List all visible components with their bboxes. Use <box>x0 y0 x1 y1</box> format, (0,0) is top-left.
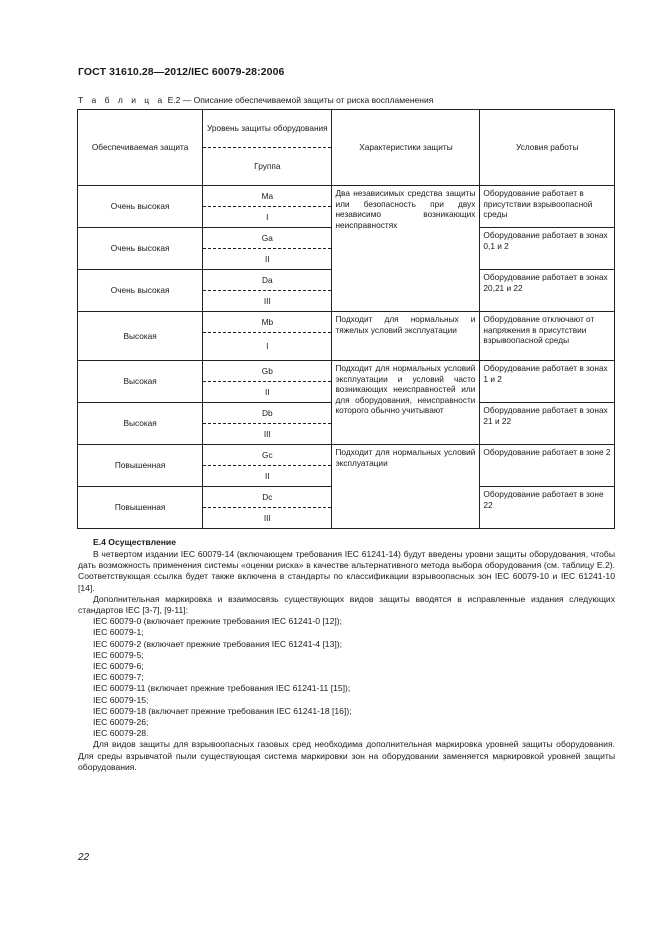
table-caption-text: Е.2 — Описание обеспечиваемой защиты от риска воспламенения <box>165 95 434 105</box>
conditions-cell: Оборудование работает в зонах 0,1 и 2 <box>480 228 615 270</box>
group-cell: II <box>203 249 332 270</box>
list-item: IEC 60079-18 (включает прежние требования IEC 61241-18 [16]); <box>93 705 352 716</box>
conditions-cell: Оборудование работает в присутствии взрывоопасной среды <box>480 186 615 228</box>
list-item: IEC 60079-1; <box>93 627 144 638</box>
group-cell: III <box>203 424 332 445</box>
table-caption-prefix: Т а б л и ц а <box>78 95 166 105</box>
table-row <box>78 361 615 382</box>
header-protection: Обеспечиваемая защита <box>78 110 203 186</box>
level-cell: Ga <box>203 228 332 249</box>
page-number: 22 <box>78 852 90 863</box>
conditions-cell: Оборудование работает в зонах 1 и 2 <box>480 361 615 403</box>
table-row <box>78 312 615 333</box>
conditions-cell: Оборудование работает в зонах 20,21 и 22 <box>480 270 615 312</box>
table-header-row <box>78 110 615 148</box>
group-cell: II <box>203 382 332 403</box>
characteristics-cell: Подходит для нормальных условий эксплуатации и условий часто возникающих неисправностей или для оборудования, неисправности которого обычно учитывают <box>332 361 480 445</box>
list-item: IEC 60079-26; <box>93 717 149 728</box>
level-cell: Gb <box>203 361 332 382</box>
level-cell: Gc <box>203 445 332 466</box>
list-item: IEC 60079-0 (включает прежние требования IEC 61241-0 [12]); <box>93 616 343 627</box>
list-item: IEC 60079-28. <box>93 728 149 739</box>
table-row <box>78 186 615 207</box>
protection-cell: Повышенная <box>78 487 203 529</box>
section-title: Е.4 Осуществление <box>93 537 176 547</box>
header-characteristics: Характеристики защиты <box>332 110 480 186</box>
paragraph: Для видов защиты для взрывоопасных газовых сред необходима дополнительная маркировка уровней защиты оборудования. Для среды взрывчатой пыли существующая система маркировки зон на оборудовании заменяется маркировкой уровней защиты оборудования. <box>78 739 615 772</box>
header-level: Уровень защиты оборудования <box>203 110 332 148</box>
conditions-cell: Оборудование работает в зоне 2 <box>480 445 615 487</box>
level-cell: Mb <box>203 312 332 333</box>
protection-cell: Очень высокая <box>78 186 203 228</box>
paragraph: Дополнительная маркировка и взаимосвязь существующих видов защиты вводятся в исправленные издания следующих стандартов IEC [3-7], [9-11]: <box>78 593 615 616</box>
protection-table <box>77 109 615 529</box>
group-cell: II <box>203 466 332 487</box>
conditions-cell: Оборудование работает в зоне 22 <box>480 487 615 529</box>
level-cell: Db <box>203 403 332 424</box>
group-cell: III <box>203 291 332 312</box>
characteristics-cell: Два независимых средства защиты или безопасность при двух независимо возникающих неисправностях <box>332 186 480 312</box>
list-item: IEC 60079-11 (включает прежние требования IEC 61241-11 [15]); <box>93 683 351 694</box>
characteristics-cell: Подходит для нормальных и тяжелых условий эксплуатации <box>332 312 480 361</box>
protection-cell: Очень высокая <box>78 270 203 312</box>
document-header: ГОСТ 31610.28—2012/IEC 60079-28:2006 <box>78 66 285 78</box>
list-item: IEC 60079-5; <box>93 649 144 660</box>
protection-cell: Повышенная <box>78 445 203 487</box>
group-cell: I <box>203 207 332 228</box>
header-conditions: Условия работы <box>480 110 615 186</box>
conditions-cell: Оборудование отключают от напряжения в присутствии взрывоопасной среды <box>480 312 615 361</box>
characteristics-cell: Подходит для нормальных условий эксплуатации <box>332 445 480 529</box>
protection-cell: Высокая <box>78 361 203 403</box>
header-group: Группа <box>203 148 332 186</box>
conditions-cell: Оборудование работает в зонах 21 и 22 <box>480 403 615 445</box>
group-cell: III <box>203 508 332 529</box>
protection-cell: Высокая <box>78 312 203 361</box>
level-cell: Ma <box>203 186 332 207</box>
group-cell: I <box>203 333 332 361</box>
protection-cell: Очень высокая <box>78 228 203 270</box>
table-row <box>78 445 615 466</box>
section-body <box>78 549 615 773</box>
table-caption <box>78 95 433 105</box>
level-cell: Da <box>203 270 332 291</box>
list-item: IEC 60079-6; <box>93 661 144 672</box>
list-item: IEC 60079-15; <box>93 694 149 705</box>
list-item: IEC 60079-2 (включает прежние требования IEC 61241-4 [13]); <box>93 638 343 649</box>
list-item: IEC 60079-7; <box>93 672 144 683</box>
paragraph: В четвертом издании IEC 60079-14 (включающем требования IEC 61241-14) будут введены уровни защиты оборудования, чтобы дать возможность применения системы «оценки риска» в качестве альтернативного метода выбора оборудования (см. таблицу Е.2). Соответствующая ссылка будет также включена в стандарты по классификации взрывоопасных зон IEC 60079-10 и IEC 61241-10 [14]. <box>78 549 615 593</box>
protection-cell: Высокая <box>78 403 203 445</box>
level-cell: Dc <box>203 487 332 508</box>
